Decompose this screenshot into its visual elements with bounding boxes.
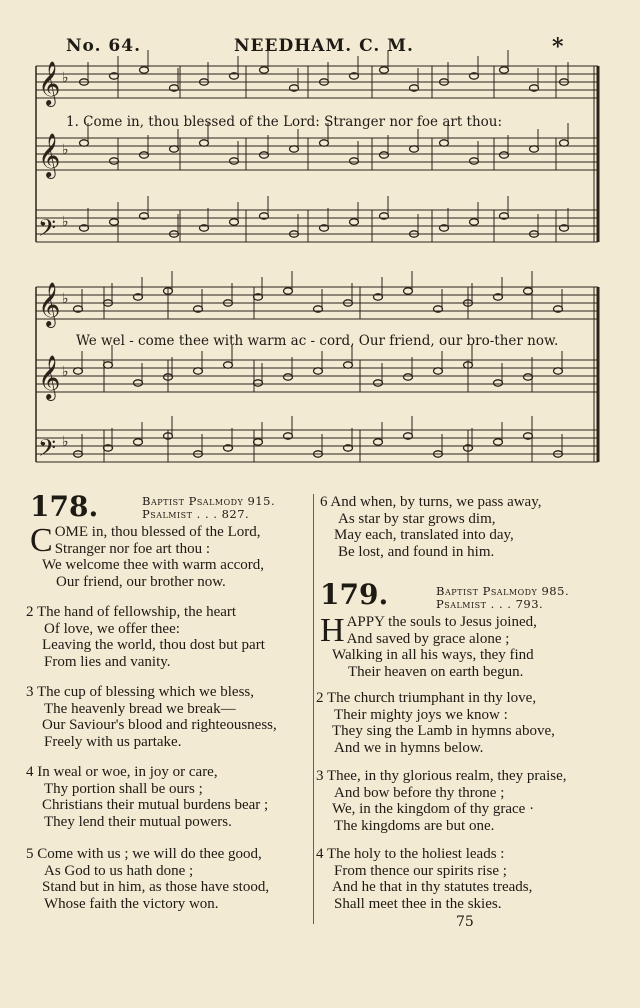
bass-clef-icon: 𝄢 [38,434,57,467]
verse-line: Their mighty joys we know : [334,706,508,723]
treble-clef-icon: 𝄞 [38,133,61,177]
verse-line: 2 The church triumphant in thy love, [316,690,537,706]
column-divider [313,494,314,924]
verse-line: Our Saviour's blood and righteousness, [42,717,277,733]
verse-line: Freely with us partake. [44,733,182,750]
note-head [134,380,143,386]
music-score [0,0,640,480]
verse-line: 3 Thee, in thy glorious realm, they praise, [316,768,567,784]
verse-line: 4 The holy to the holiest leads : [316,846,505,862]
verse-line: 2 The hand of fellowship, the heart [26,604,237,620]
verse-line: Walking in all his ways, they find [332,647,534,663]
verse-line: Thy portion shall be ours ; [44,780,203,797]
note-head [110,219,119,225]
tune-title: NEEDHAM. C. M. [234,36,414,56]
verse-line: Be lost, and found in him. [338,543,495,560]
hymn-178-verse-2 [26,604,265,670]
verse-line: We welcome thee with warm accord, [42,557,265,573]
note-head [254,380,263,386]
note-head [290,146,299,152]
verse-line: As God to us hath done ; [44,862,194,879]
verse-line: And bow before thy throne ; [334,784,505,801]
hymn-178-number: 178. [30,490,99,523]
note-head [230,158,239,164]
treble-clef-icon: 𝄞 [38,282,61,326]
note-head [104,362,113,368]
note-head [224,362,233,368]
verse-line: Our friend, our brother now. [56,573,226,590]
verse-line: 5 Come with us ; we will do thee good, [26,846,262,862]
note-head [410,146,419,152]
hymn-178-verse-6 [320,494,542,560]
hymn-179-number: 179. [320,578,389,611]
hymn-178-verse-1 [30,524,310,590]
note-head [80,140,89,146]
note-head [500,67,509,73]
note-head [470,158,479,164]
drop-cap-h: H [320,612,345,649]
note-head [350,219,359,225]
verse-line: And we in hymns below. [334,739,484,756]
flat-icon: ♭ [62,434,69,450]
note-head [524,288,533,294]
flat-icon: ♭ [62,214,69,230]
verse-line: Stand but in him, as those have stood, [42,879,270,895]
verse-line: Their heaven on earth begun. [348,663,524,680]
note-head [554,368,563,374]
treble-clef-icon: 𝄞 [38,61,61,105]
hymn-178-source-2: Psalmist . . . 827. [142,507,250,521]
note-head [494,439,503,445]
note-head [500,152,509,158]
note-head [434,368,443,374]
verse-line: As star by star grows dim, [338,510,496,527]
verse-line: We, in the kingdom of thy grace · [332,801,535,817]
verse-line: The heavenly bread we break— [44,700,236,717]
note-head [374,380,383,386]
note-head [380,152,389,158]
verse-line: From lies and vanity. [44,653,171,670]
verse-line: 6 And when, by turns, we pass away, [320,494,542,510]
drop-cap-c: C [30,522,53,559]
bass-clef-icon: 𝄢 [38,214,57,247]
note-head [284,288,293,294]
verse-line: The kingdoms are but one. [334,817,495,834]
note-head [74,368,83,374]
page-number: 75 [456,914,474,930]
note-head [200,140,209,146]
note-head [230,219,239,225]
flat-icon: ♭ [62,291,69,307]
note-head [560,140,569,146]
verse-line: OME in, thou blessed of the Lord, [54,524,261,540]
note-head [260,67,269,73]
note-head [140,152,149,158]
hymn-179-verse-4 [316,846,532,912]
lyric-line-2: We wel - come thee with warm ac - cord, Our friend, our bro-ther now. [76,333,559,349]
flat-icon: ♭ [62,70,69,86]
note-head [140,67,149,73]
hymn-179-source-1: Baptist Psalmody 985. [436,584,570,598]
hymn-178-verse-3 [26,684,277,750]
note-head [344,362,353,368]
flat-icon: ♭ [62,364,69,380]
note-head [194,368,203,374]
note-head [404,288,413,294]
flat-icon: ♭ [62,142,69,158]
verse-line: From thence our spirits rise ; [334,862,507,879]
hymn-178-verse-4 [26,764,268,830]
note-head [404,374,413,380]
hymn-page-number: No. 64. [66,36,141,56]
note-head [494,380,503,386]
verse-line: APPY the souls to Jesus joined, [346,614,537,630]
note-head [254,439,263,445]
note-head [470,219,479,225]
hymn-179-source-2: Psalmist . . . 793. [436,597,544,611]
verse-line: Christians their mutual burdens bear ; [42,797,269,813]
note-head [314,368,323,374]
verse-line: Stranger nor foe art thou : [54,540,211,557]
note-head [110,158,119,164]
verse-line: Of love, we offer thee: [44,620,180,637]
note-head [350,158,359,164]
verse-line: 4 In weal or woe, in joy or care, [26,764,218,780]
note-head [380,67,389,73]
note-head [134,439,143,445]
note-head [284,374,293,380]
verse-line: They lend their mutual powers. [44,813,232,830]
verse-line: 3 The cup of blessing which we bless, [26,684,255,700]
note-head [170,146,179,152]
asterisk-mark: * [552,34,565,60]
hymn-178-source-1: Baptist Psalmody 915. [142,494,276,508]
hymn-179-verse-3 [316,768,567,834]
note-head [530,146,539,152]
verse-line: And saved by grace alone ; [346,630,510,647]
lyric-line-1: 1. Come in, thou blessed of the Lord: Stranger nor foe art thou: [66,114,503,130]
note-head [524,374,533,380]
note-head [320,140,329,146]
verse-line: Whose faith the victory won. [44,895,219,912]
note-head [260,152,269,158]
verse-line: Shall meet thee in the skies. [334,895,502,912]
verse-line: Leaving the world, thou dost but part [42,637,265,653]
hymn-179-verse-2 [316,690,555,756]
note-head [440,140,449,146]
hymn-179-verse-1 [320,614,620,680]
note-head [374,439,383,445]
verse-line: And he that in thy statutes treads, [332,879,533,895]
treble-clef-icon: 𝄞 [38,355,61,399]
verse-line: They sing the Lamb in hymns above, [332,723,555,739]
hymn-178-verse-5 [26,846,269,912]
verse-line: May each, translated into day, [334,527,514,543]
